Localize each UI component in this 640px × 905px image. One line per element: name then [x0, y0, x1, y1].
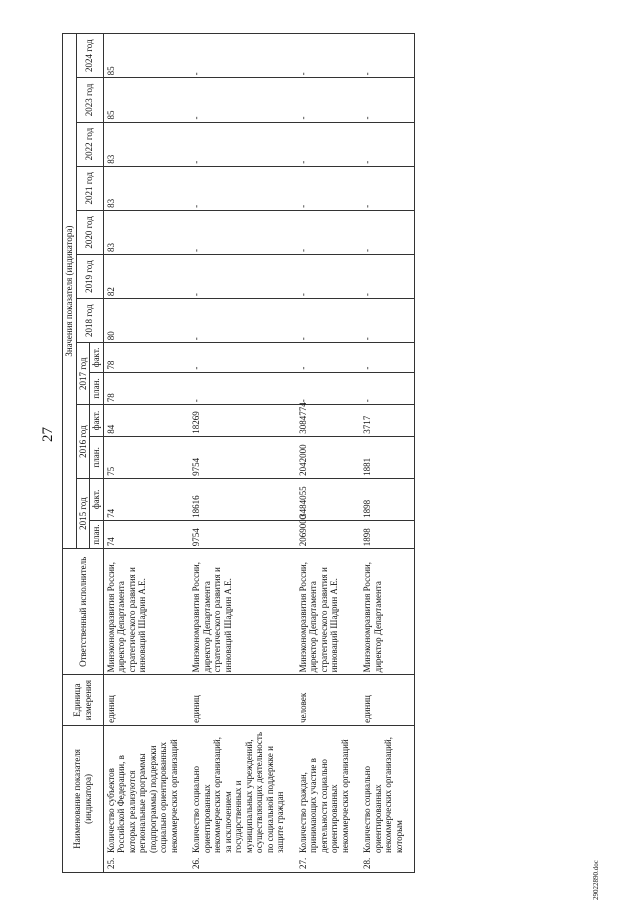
- cell-2024: -: [360, 34, 415, 78]
- header-2022: 2022 год: [76, 122, 103, 166]
- row-number: 28.: [362, 857, 372, 869]
- cell-2018: -: [296, 299, 361, 343]
- cell-2018: -: [360, 299, 415, 343]
- header-2023: 2023 год: [76, 78, 103, 122]
- header-fact-2017: факт.: [90, 343, 104, 372]
- cell-2021: -: [296, 166, 361, 210]
- page-number: 27: [40, 427, 56, 442]
- row-number: 25.: [105, 857, 116, 869]
- cell-2021: 83: [103, 166, 189, 210]
- header-plan-2015: план.: [90, 520, 104, 548]
- header-2024: 2024 год: [76, 34, 103, 78]
- header-plan-2016: план.: [90, 436, 104, 478]
- cell-2024: -: [189, 34, 296, 78]
- row-responsible: Минэкономразвития России, директор Департамента стратегического развития и инноваций Шадрин А.Е.: [189, 549, 296, 675]
- cell-2020: -: [360, 210, 415, 254]
- cell-2019: -: [189, 254, 296, 298]
- cell-2022: -: [296, 122, 361, 166]
- cell-2017-plan: -: [189, 372, 296, 405]
- cell-2015-fact: 1898: [360, 478, 415, 520]
- row-unit: человек: [296, 675, 361, 725]
- row-responsible: Минэкономразвития России, директор Департамента стратегического развития и инноваций Шадрин А.Е.: [296, 549, 361, 675]
- header-plan-2017: план.: [90, 372, 104, 405]
- cell-2021: -: [189, 166, 296, 210]
- row-name: Количество социально ориентированных некоммерческих организаций, которым: [362, 737, 404, 853]
- cell-2023: -: [360, 78, 415, 122]
- header-2018: 2018 год: [76, 299, 103, 343]
- header-name: Наименование показателя (индикатора): [63, 725, 104, 872]
- cell-2019: -: [296, 254, 361, 298]
- cell-2016-fact: 84: [103, 405, 189, 437]
- header-responsible: Ответственный исполнитель: [63, 549, 104, 675]
- cell-2021: -: [360, 166, 415, 210]
- cell-2017-fact: 78: [103, 343, 189, 372]
- cell-2017-fact: -: [296, 343, 361, 372]
- cell-2023: 85: [103, 78, 189, 122]
- cell-2020: -: [189, 210, 296, 254]
- cell-2016-plan: 1881: [360, 436, 415, 478]
- cell-2015-plan: 9754: [189, 520, 296, 548]
- header-fact-2015: факт.: [90, 478, 104, 520]
- cell-2015-fact: 74: [103, 478, 189, 520]
- header-2019: 2019 год: [76, 254, 103, 298]
- row-number: 26.: [191, 857, 201, 869]
- cell-2023: -: [189, 78, 296, 122]
- cell-2015-plan: 2069000: [296, 520, 361, 548]
- header-fact-2016: факт.: [90, 405, 104, 437]
- cell-2017-plan: -: [296, 372, 361, 405]
- cell-2019: -: [360, 254, 415, 298]
- cell-2018: 80: [103, 299, 189, 343]
- cell-2016-fact: 3084774: [296, 405, 361, 437]
- header-2017: 2017 год: [76, 343, 90, 405]
- row-responsible: Минэкономразвития России, директор Департамента: [360, 549, 415, 675]
- cell-2015-fact: 3484055: [296, 478, 361, 520]
- cell-2022: -: [360, 122, 415, 166]
- cell-2016-fact: 18269: [189, 405, 296, 437]
- cell-2022: 83: [103, 122, 189, 166]
- cell-2017-fact: -: [189, 343, 296, 372]
- header-unit: Единица измерения: [63, 675, 104, 725]
- row-name: Количество субъектов Российской Федерации, в которых реализуются региональные программы (подпрограммы) поддержки социально ориентированных некоммерческих организаций: [105, 739, 179, 853]
- header-values: Значения показателя (индикатора): [63, 34, 77, 549]
- cell-2016-plan: 2042000: [296, 436, 361, 478]
- row-unit: единиц: [360, 675, 415, 725]
- header-2021: 2021 год: [76, 166, 103, 210]
- row-responsible: Минэкономразвития России, директор Департамента стратегического развития и инноваций Шадрин А.Е.: [103, 549, 189, 675]
- cell-2017-plan: 78: [103, 372, 189, 405]
- cell-2020: -: [296, 210, 361, 254]
- row-number: 27.: [297, 857, 308, 869]
- header-2015: 2015 год: [76, 478, 90, 548]
- row-unit: единиц: [189, 675, 296, 725]
- row-name: Количество социально ориентированных некоммерческих организаций, за исключением государственных и муниципальных учреждений, осуществляющих деятельность по социальной поддержке и защите граждан: [191, 732, 285, 853]
- header-2016: 2016 год: [76, 405, 90, 479]
- row-name: Количество граждан, принимающих участие в деятельности социально ориентированных некоммерческих организаций: [297, 739, 350, 853]
- cell-2020: 83: [103, 210, 189, 254]
- header-2020: 2020 год: [76, 210, 103, 254]
- cell-2015-plan: 74: [103, 520, 189, 548]
- cell-2018: -: [189, 299, 296, 343]
- cell-2016-fact: 3717: [360, 405, 415, 437]
- cell-2015-fact: 18616: [189, 478, 296, 520]
- cell-2016-plan: 75: [103, 436, 189, 478]
- cell-2015-plan: 1898: [360, 520, 415, 548]
- file-name-footer: 29022890.doc: [592, 860, 600, 900]
- cell-2022: -: [189, 122, 296, 166]
- cell-2017-plan: -: [360, 372, 415, 405]
- table-row: [103, 34, 189, 873]
- cell-2017-fact: -: [360, 343, 415, 372]
- indicators-table: [62, 33, 415, 873]
- rotated-table-area: [62, 33, 572, 873]
- table-row: [189, 34, 296, 873]
- table-row: [360, 34, 415, 873]
- cell-2016-plan: 9754: [189, 436, 296, 478]
- table-row: [296, 34, 361, 873]
- cell-2024: 85: [103, 34, 189, 78]
- cell-2024: -: [296, 34, 361, 78]
- cell-2019: 82: [103, 254, 189, 298]
- cell-2023: -: [296, 78, 361, 122]
- row-unit: единиц: [103, 675, 189, 725]
